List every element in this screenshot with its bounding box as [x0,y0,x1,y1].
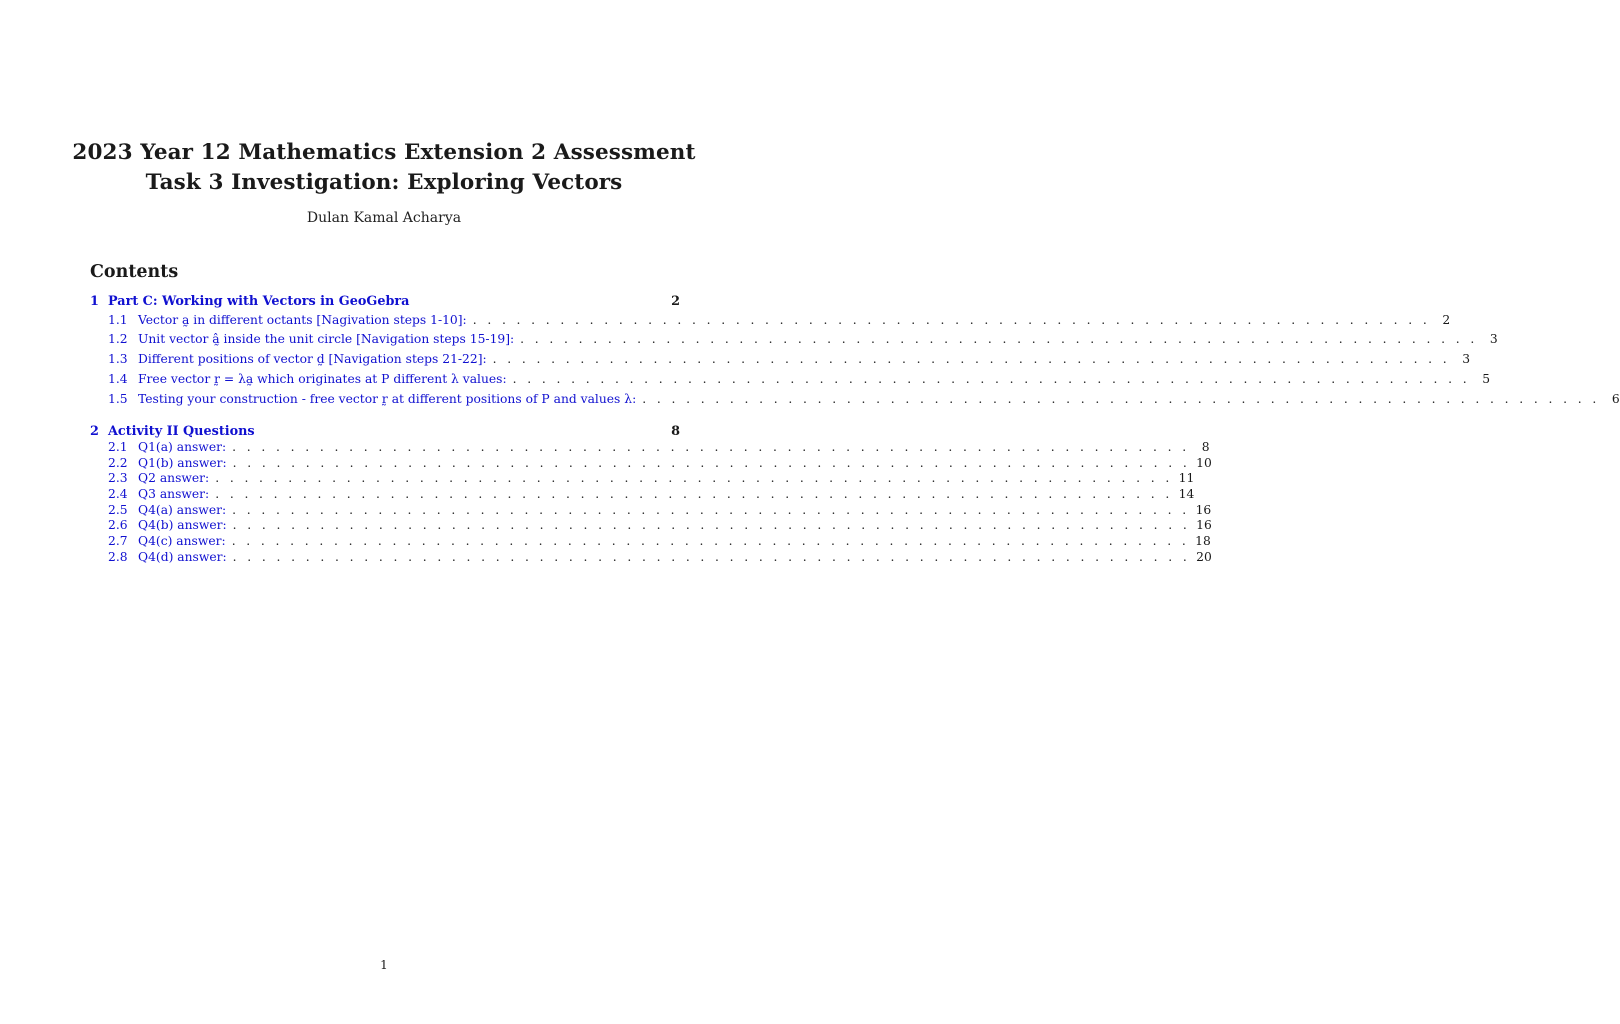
toc-page: 2 [1442,313,1451,327]
toc-page: 8 [1201,440,1210,454]
toc-leader: . . . . . . . . . . . . . . . . . . . . . . . . . . . . . . . . . . . . . . . . . . . . . . . . . . . . . . . . . . . . . . . . . . [232,518,1191,532]
toc-page: 3 [1462,352,1471,366]
toc-leader: . . . . . . . . . . . . . . . . . . . . . . . . . . . . . . . . . . . . . . . . . . . . . . . . . . . . . . . . . . . . . . . . . . [492,352,1451,366]
toc-title: Unit vector â̰ inside the unit circle [Navigation steps 15-19]: [138,332,515,346]
toc-leader: . . . . . . . . . . . . . . . . . . . . . . . . . . . . . . . . . . . . . . . . . . . . . . . . . . . . . . . . . . . . . . . . . . [232,550,1191,564]
toc-entry-2-4[interactable] [90,487,1195,503]
toc-number: 1.4 [108,372,128,386]
toc-section-1[interactable] [90,294,680,310]
toc-page: 14 [1178,487,1195,501]
toc-title: Activity II Questions [108,424,255,439]
toc-number: 1.3 [108,352,128,366]
toc-number: 1.5 [108,392,128,406]
title-line-2: Task 3 Investigation: Exploring Vectors [145,170,623,195]
toc-entry-2-5[interactable] [90,503,1212,519]
toc-number: 1 [90,294,99,309]
toc-entry-2-7[interactable] [90,534,1211,550]
toc-number: 2.3 [108,471,128,485]
toc-title: Part C: Working with Vectors in GeoGebra [108,294,410,309]
toc-entry-1-5[interactable] [90,392,1620,408]
toc-leader: . . . . . . . . . . . . . . . . . . . . . . . . . . . . . . . . . . . . . . . . . . . . . . . . . . . . . . . . . . . . . . . . . . [231,534,1190,548]
toc-leader: . . . . . . . . . . . . . . . . . . . . . . . . . . . . . . . . . . . . . . . . . . . . . . . . . . . . . . . . . . . . . . . . . . [642,392,1600,406]
contents-heading: Contents [90,262,179,282]
toc-title: Testing your construction - free vector r̰ at different positions of P and values λ: [138,392,637,406]
toc-leader: . . . . . . . . . . . . . . . . . . . . . . . . . . . . . . . . . . . . . . . . . . . . . . . . . . . . . . . . . . . . . . . . . . [472,313,1431,327]
toc-page: 8 [671,424,680,439]
toc-leader: . . . . . . . . . . . . . . . . . . . . . . . . . . . . . . . . . . . . . . . . . . . . . . . . . . . . . . . . . . . . . . . . . . [512,372,1471,386]
page-number: 1 [380,958,388,972]
toc-page: 10 [1196,456,1212,470]
toc-title: Q4(b) answer: [138,518,227,532]
toc-title: Q4(c) answer: [138,534,226,548]
toc-section-2[interactable] [90,424,680,440]
toc-entry-2-2[interactable] [90,456,1212,472]
toc-title: Q1(b) answer: [138,456,227,470]
toc-leader: . . . . . . . . . . . . . . . . . . . . . . . . . . . . . . . . . . . . . . . . . . . . . . . . . . . . . . . . . . . . . . . . . . [232,456,1191,470]
toc-page: 20 [1196,550,1212,564]
toc-entry-1-3[interactable] [90,352,1471,368]
toc-title: Vector a̰ in different octants [Nagivation steps 1-10]: [138,313,467,327]
toc-number: 1.2 [108,332,128,346]
toc-number: 2.8 [108,550,128,564]
author-name: Dulan Kamal Acharya [306,210,462,226]
toc-page: 2 [671,294,680,309]
toc-page: 6 [1611,392,1620,406]
toc-leader: . . . . . . . . . . . . . . . . . . . . . . . . . . . . . . . . . . . . . . . . . . . . . . . . . . . . . . . . . . . . . . . . . . [232,503,1190,517]
toc-entry-2-3[interactable] [90,471,1195,487]
title-line-1: 2023 Year 12 Mathematics Extension 2 Assessment [72,140,696,165]
toc-number: 2.6 [108,518,128,532]
toc-title: Q2 answer: [138,471,210,485]
toc-entry-2-1[interactable] [90,440,1210,456]
toc-entry-1-4[interactable] [90,372,1491,388]
toc-page: 3 [1489,332,1498,346]
toc-entry-2-8[interactable] [90,550,1212,566]
toc-title: Q3 answer: [138,487,210,501]
toc-number: 1.1 [108,313,128,327]
toc-entry-2-6[interactable] [90,518,1212,534]
toc-page: 5 [1482,372,1491,386]
toc-number: 2 [90,424,99,439]
toc-title: Q4(a) answer: [138,503,227,517]
document-title [0,138,768,198]
toc-number: 2.2 [108,456,128,470]
toc-title: Free vector r̰ = λa̰ which originates at P different λ values: [138,372,507,386]
toc-number: 2.1 [108,440,128,454]
toc-leader: . . . . . . . . . . . . . . . . . . . . . . . . . . . . . . . . . . . . . . . . . . . . . . . . . . . . . . . . . . . . . . . . . . [215,487,1173,501]
toc-number: 2.5 [108,503,128,517]
toc-title: Q1(a) answer: [138,440,227,454]
toc-page: 16 [1195,503,1212,517]
toc-leader: . . . . . . . . . . . . . . . . . . . . . . . . . . . . . . . . . . . . . . . . . . . . . . . . . . . . . . . . . . . . . . . . . . [215,471,1173,485]
toc-number: 2.7 [108,534,128,548]
toc-page: 11 [1178,471,1195,485]
toc-page: 16 [1196,518,1212,532]
toc-title: Q4(d) answer: [138,550,227,564]
toc-leader: . . . . . . . . . . . . . . . . . . . . . . . . . . . . . . . . . . . . . . . . . . . . . . . . . . . . . . . . . . . . . . . . . . [232,440,1190,454]
toc-entry-1-2[interactable] [90,332,1498,348]
toc-page: 18 [1195,534,1211,548]
toc-entry-1-1[interactable] [90,313,1451,329]
toc-title: Different positions of vector d̰ [Navigation steps 21-22]: [138,352,487,366]
toc-number: 2.4 [108,487,128,501]
toc-leader: . . . . . . . . . . . . . . . . . . . . . . . . . . . . . . . . . . . . . . . . . . . . . . . . . . . . . . . . . . . . . . . . . . [520,332,1478,346]
